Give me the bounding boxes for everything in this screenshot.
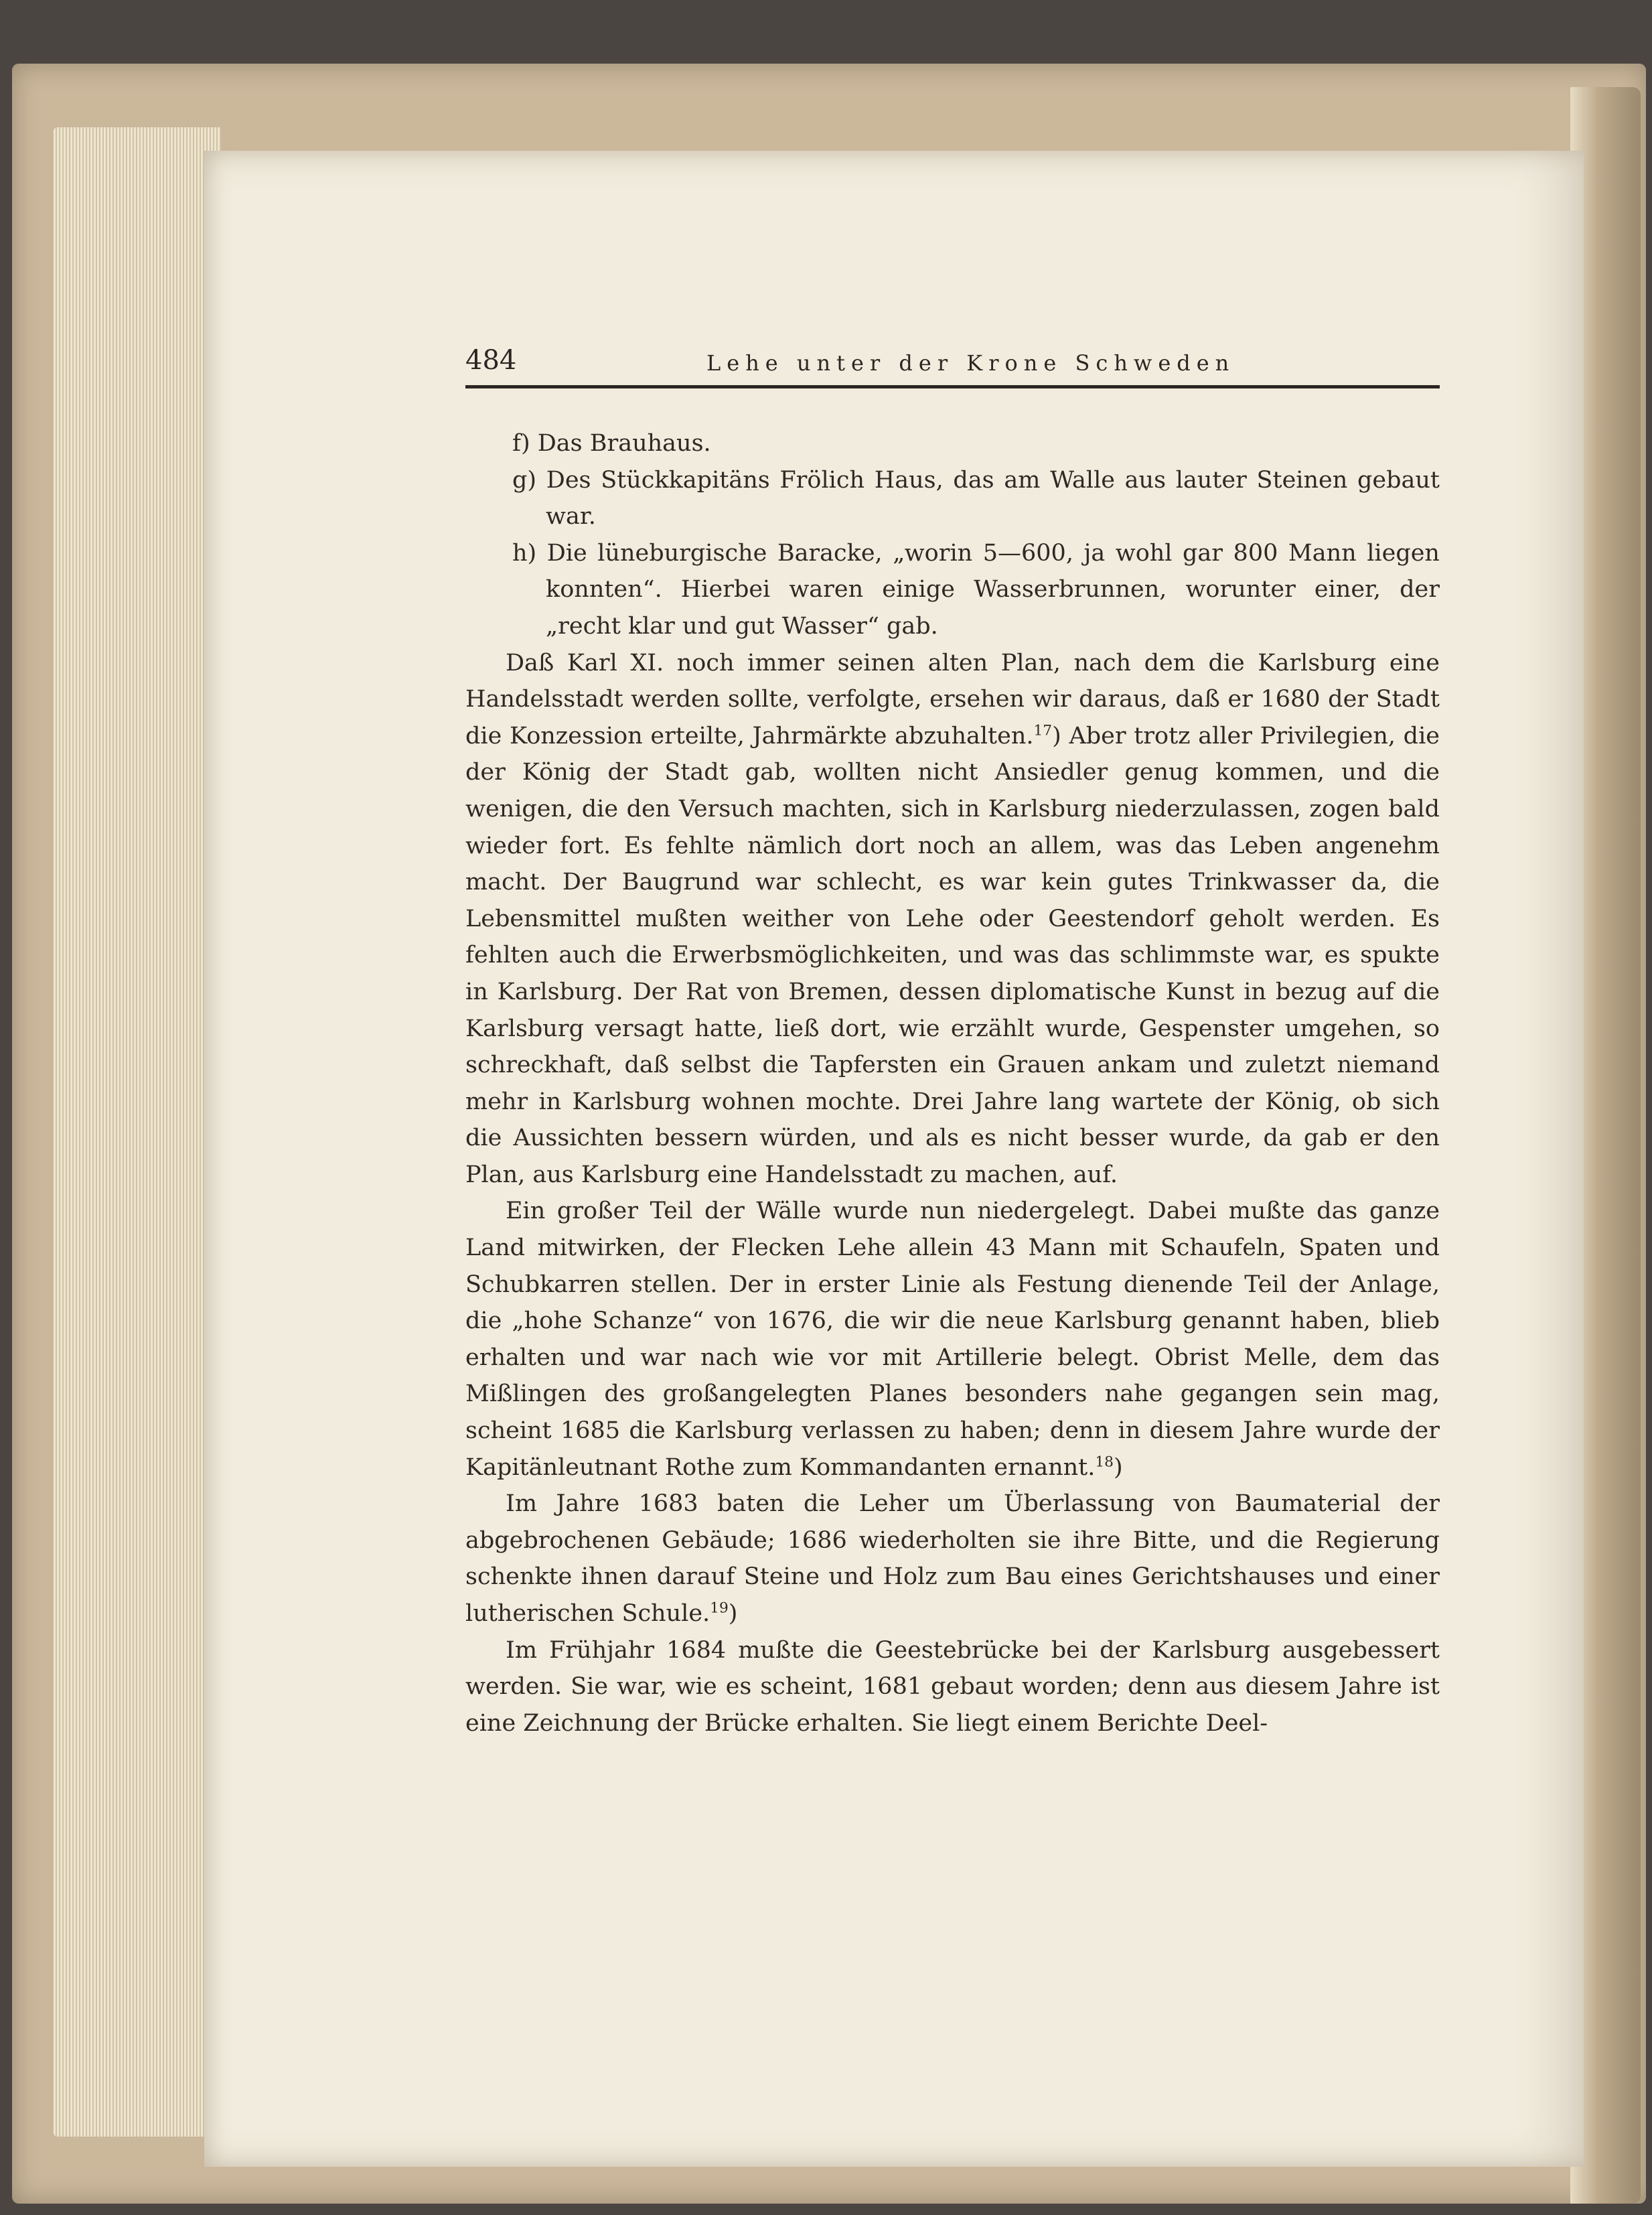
paragraph-text: ) Aber trotz aller Privilegien, die der König der Stadt gab, wollten nicht Ansiedler genug kommen, und die wenigen, die den Versuch machten, sich in Karlsburg niederzulassen, zogen bald wieder fort. Es fehlte nämlich dort noch an allem, was das Leben angenehm macht. Der Baugrund war schlecht, es war kein gutes Trinkwasser da, die Lebensmittel mußten weither von Lehe oder Geestendorf geholt werden. Es fehlten auch die Erwerbsmöglichkeiten, und was das schlimmste war, es spukte in Karlsburg. Der Rat von Bremen, dessen diplomatische Kunst in bezug auf die Karlsburg versagt hatte, ließ dort, wie erzählt wurde, Gespenster umgehen, so schreckhaft, daß selbst die Tapfersten ein Grauen ankam und zuletzt niemand mehr in Karlsburg wohnen mochte. Drei Jahre lang wartete der König, ob sich die Aussichten bessern würden, und als es nicht besser wurde, da gab er den Plan, aus Karlsburg eine Handelsstadt zu machen, auf. [465, 722, 1440, 1188]
footnote-marker[interactable]: 18 [1095, 1453, 1114, 1470]
list-item-text: Das Brauhaus. [537, 430, 711, 457]
paragraph-text: ) [1113, 1453, 1123, 1481]
list-item-text: Die lüneburgische Baracke, „worin 5—600, ja wohl gar 800 Mann liegen konnten“. Hierbei waren einige Wasserbrunnen, worunter einer, der „recht klar und gut Wasser“ gab. [546, 539, 1440, 640]
page-header [465, 345, 1440, 388]
list-item [465, 425, 1440, 462]
page-body [465, 425, 1440, 1741]
page-number: 484 [465, 345, 517, 376]
paragraph-text: Ein großer Teil der Wälle wurde nun niedergelegt. Dabei mußte das ganze Land mitwirken, der Flecken Lehe allein 43 Mann mit Schaufeln, Spaten und Schubkarren stellen. Der in erster Linie als Festung dienende Teil der Anlage, die „hohe Schanze“ von 1676, die wir die neue Karlsburg genannt haben, blieb erhalten und war nach wie vor mit Artillerie belegt. Obrist Melle, dem das Mißlingen des großangelegten Planes besonders nahe gegangen sein mag, scheint 1685 die Karlsburg verlassen zu haben; denn in diesem Jahre wurde der Kapitänleutnant Rothe zum Kommandanten ernannt. [465, 1198, 1440, 1481]
page-edges [54, 127, 221, 2137]
paragraph [465, 1486, 1440, 1632]
paragraph [465, 1193, 1440, 1486]
list-item-text: Des Stückkapitäns Frölich Haus, das am Walle aus lauter Steinen gebaut war. [546, 466, 1440, 530]
list-marker: h) [512, 539, 537, 567]
list-marker: g) [512, 466, 537, 494]
paragraph-text: Daß Karl XI. noch immer seinen alten Plan, nach dem die Karlsburg eine Handelsstadt werden sollte, verfolgte, ersehen wir daraus, daß er 1680 der Stadt die Konzession erteilte, Jahrmärkte abzuhalten. [465, 649, 1440, 749]
running-title: Lehe unter der Krone Schweden [706, 350, 1235, 376]
paragraph [465, 1632, 1440, 1742]
list-item [465, 462, 1440, 535]
paragraph [465, 645, 1440, 1194]
paragraph-text: Im Frühjahr 1684 mußte die Geestebrücke bei der Karlsburg ausgebessert werden. Sie war, wie es scheint, 1681 gebaut worden; denn aus diesem Jahre ist eine Zeichnung der Brücke erhalten. Sie liegt einem Berichte Deel- [465, 1636, 1440, 1737]
footnote-marker[interactable]: 19 [710, 1599, 729, 1617]
list-item [465, 535, 1440, 645]
paragraph-text: ) [728, 1600, 738, 1627]
footnote-marker[interactable]: 17 [1033, 722, 1053, 739]
list-marker: f) [512, 430, 530, 457]
paragraph-text: Im Jahre 1683 baten die Leher um Überlassung von Baumaterial der abgebrochenen Gebäude; 1686 wiederholten sie ihre Bitte, und die Regierung schenkte ihnen darauf Steine und Holz zum Bau eines Gerichtshauses und einer lutherischen Schule. [465, 1490, 1440, 1627]
